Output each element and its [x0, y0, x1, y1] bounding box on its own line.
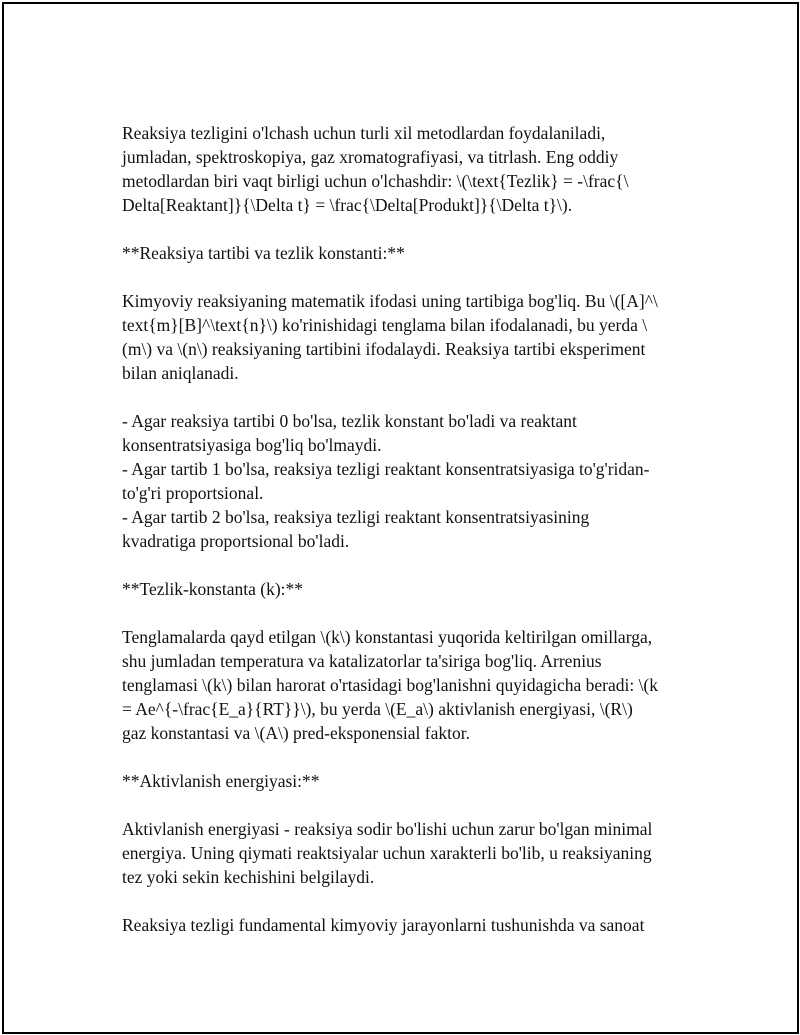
page-frame	[2, 2, 799, 1034]
conclusion-paragraph: Reaksiya tezligi fundamental kimyoviy jarayonlarni tushunishda va sanoat	[122, 915, 645, 935]
list-item: - Agar tartib 2 bo'lsa, reaksiya tezligi reaktant konsentratsiyasining kvadratiga proportsional bo'ladi.	[122, 507, 590, 551]
arrhenius-paragraph: Tenglamalarda qayd etilgan \(k\) konstantasi yuqorida keltirilgan omillarga, shu jumladan temperatura va katalizatorlar ta'siriga bog'liq. Arrenius tenglamasi \(k\) bilan harorat o'rtasidagi bog'lanishni quyidagicha beradi: \(k = Ae^{-\frac{E_a}{RT}}\), bu yerda \(E_a\) aktivlanish energiyasi, \(R\) gaz konstantasi va \(A\) pred-eksponensial faktor.	[122, 627, 659, 743]
activation-energy-paragraph: Aktivlanish energiyasi - reaksiya sodir bo'lishi uchun zarur bo'lgan minimal energiya. Uning qiymati reaktsiyalar uchun xarakterli bo'lib, u reaksiyaning tez yoki sekin kechishini belgilaydi.	[122, 819, 653, 887]
document-body	[122, 121, 682, 961]
reaction-order-paragraph: Kimyoviy reaksiyaning matematik ifodasi uning tartibiga bog'liq. Bu \([A]^\ text{m}[B]^\text{n}\) ko'rinishidagi tenglama bilan ifodalanadi, bu yerda \ (m\) va \(n\) reaksiyaning tartibini ifodalaydi. Reaksiya tartibi eksperiment bilan aniqlanadi.	[122, 291, 658, 383]
reaction-order-heading: **Reaksiya tartibi va tezlik konstanti:**	[122, 243, 405, 263]
activation-energy-heading: **Aktivlanish energiyasi:**	[122, 771, 320, 791]
list-item: - Agar tartib 1 bo'lsa, reaksiya tezligi reaktant konsentratsiyasiga to'g'ridan- to'g'ri proportsional.	[122, 459, 650, 503]
reaction-order-list	[122, 409, 682, 553]
list-item: - Agar reaksiya tartibi 0 bo'lsa, tezlik konstant bo'ladi va reaktant konsentratsiyasiga bog'liq bo'lmaydi.	[122, 411, 577, 455]
rate-constant-heading: **Tezlik-konstanta (k):**	[122, 579, 304, 599]
measurement-methods-paragraph: Reaksiya tezligini o'lchash uchun turli xil metodlardan foydalaniladi, jumladan, spektroskopiya, gaz xromatografiyasi, va titrlash. Eng oddiy metodlardan biri vaqt birligi uchun o'lchashdir: \(\text{Tezlik} = -\frac{\ Delta[Reaktant]}{\Delta t} = \frac{\Delta[Produkt]}{\Delta t}\).	[122, 123, 629, 215]
